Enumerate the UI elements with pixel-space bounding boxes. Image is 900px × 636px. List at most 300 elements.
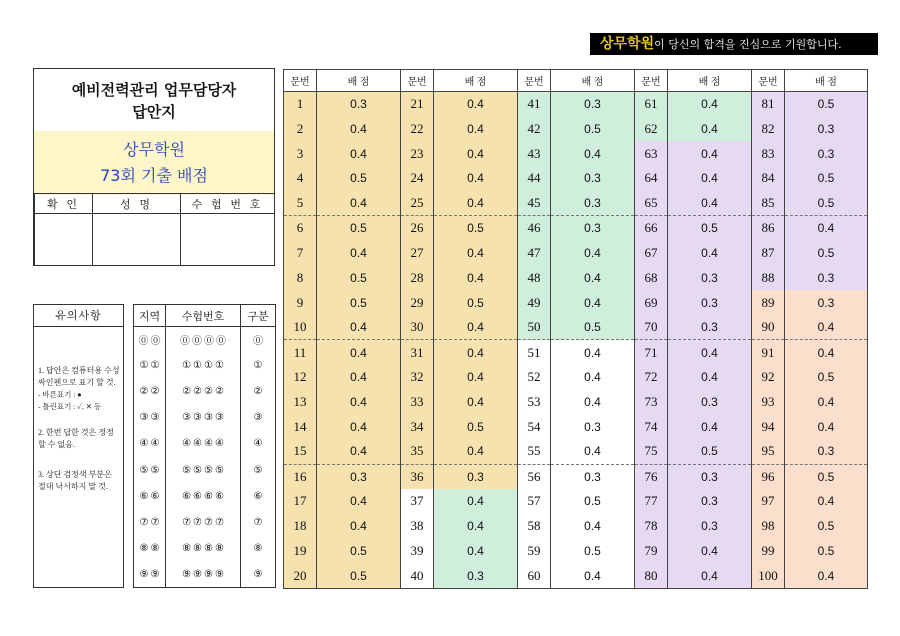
omr-bubble[interactable]: ② — [253, 386, 263, 398]
question-number: 28 — [401, 265, 434, 290]
slogan-banner — [590, 33, 878, 55]
bubble-row — [134, 379, 276, 405]
omr-bubble[interactable]: ⑤ — [182, 464, 192, 476]
table-row — [284, 464, 868, 489]
question-number: 52 — [518, 365, 551, 390]
question-number: 20 — [284, 564, 317, 589]
question-number: 96 — [752, 464, 785, 489]
table-row — [284, 241, 868, 266]
question-score: 0.4 — [317, 340, 401, 365]
question-score: 0.3 — [551, 191, 635, 216]
question-number: 89 — [752, 290, 785, 315]
question-score: 0.4 — [785, 340, 868, 365]
omr-bubble[interactable]: ⑦ — [204, 516, 213, 528]
question-number: 63 — [635, 141, 668, 166]
omr-bubble[interactable]: ④ — [150, 438, 160, 450]
score-header: 배 점 — [668, 70, 752, 92]
question-score: 0.4 — [785, 564, 868, 589]
omr-bubble[interactable]: ③ — [150, 412, 160, 424]
omr-bubble[interactable]: ⓪ — [138, 336, 149, 348]
bubble-row — [134, 535, 276, 561]
question-number: 9 — [284, 290, 317, 315]
question-number: 34 — [401, 414, 434, 439]
question-number: 60 — [518, 564, 551, 589]
name-header: 성 명 — [93, 194, 181, 214]
omr-bubble[interactable]: ⑥ — [253, 490, 263, 502]
name-field[interactable] — [93, 214, 181, 266]
score-header: 배 점 — [551, 70, 635, 92]
question-score: 0.5 — [551, 315, 635, 340]
omr-bubble[interactable]: ⑥ — [193, 490, 202, 502]
question-score: 0.4 — [668, 241, 752, 266]
question-number: 27 — [401, 241, 434, 266]
question-score: 0.5 — [551, 489, 635, 514]
omr-bubble[interactable]: ③ — [193, 412, 202, 424]
omr-bubble[interactable]: ① — [182, 360, 192, 372]
question-score: 0.5 — [551, 116, 635, 141]
bubble-cell — [134, 535, 166, 561]
table-row — [284, 166, 868, 191]
question-score: 0.5 — [668, 439, 752, 464]
bubble-cell — [241, 483, 276, 509]
bubble-cell — [134, 431, 166, 457]
omr-bubble[interactable]: ② — [204, 386, 213, 398]
bubble-cell — [166, 405, 241, 431]
question-score: 0.5 — [551, 539, 635, 564]
question-number: 32 — [401, 365, 434, 390]
omr-bubble[interactable]: ② — [193, 386, 202, 398]
question-number: 53 — [518, 390, 551, 415]
question-number: 75 — [635, 439, 668, 464]
omr-bubble[interactable]: ① — [150, 360, 160, 372]
question-number: 80 — [635, 564, 668, 589]
omr-bubble[interactable]: ⑤ — [193, 464, 202, 476]
bubble-cell — [134, 483, 166, 509]
omr-bubble[interactable]: ③ — [204, 412, 213, 424]
table-row — [284, 191, 868, 216]
omr-bubble[interactable]: ③ — [182, 412, 192, 424]
question-score: 0.3 — [668, 464, 752, 489]
omr-bubble[interactable]: ⑦ — [214, 516, 224, 528]
bubble-cell — [241, 509, 276, 535]
bubble-cell — [166, 327, 241, 353]
omr-bubble[interactable]: ⓪ — [253, 336, 263, 348]
question-number: 57 — [518, 489, 551, 514]
table-row — [284, 340, 868, 365]
question-number: 3 — [284, 141, 317, 166]
question-score: 0.4 — [668, 564, 752, 589]
omr-bubble[interactable]: ⑥ — [182, 490, 192, 502]
omr-bubble[interactable]: ⓪ — [204, 336, 214, 348]
question-score: 0.3 — [551, 216, 635, 241]
notes-header: 유의사항 — [34, 305, 123, 327]
question-score: 0.4 — [434, 539, 518, 564]
question-score: 0.5 — [317, 166, 401, 191]
omr-bubble[interactable]: ⑦ — [182, 516, 192, 528]
question-number: 62 — [635, 116, 668, 141]
question-number: 61 — [635, 92, 668, 117]
question-score: 0.5 — [785, 191, 868, 216]
omr-bubble[interactable]: ⑥ — [214, 490, 224, 502]
score-header: 배 점 — [785, 70, 868, 92]
omr-bubble[interactable]: ⑨ — [193, 568, 202, 580]
question-number: 68 — [635, 265, 668, 290]
omr-bubble[interactable]: ⑨ — [253, 568, 263, 580]
question-number: 91 — [752, 340, 785, 365]
omr-bubble-grid — [133, 304, 276, 588]
table-row — [284, 315, 868, 340]
question-score: 0.4 — [434, 166, 518, 191]
omr-bubble[interactable]: ⑦ — [253, 516, 263, 528]
omr-bubble[interactable]: ⑦ — [150, 516, 160, 528]
question-score: 0.5 — [434, 414, 518, 439]
bubble-row — [134, 431, 276, 457]
question-number: 67 — [635, 241, 668, 266]
question-score: 0.4 — [668, 141, 752, 166]
question-number: 1 — [284, 92, 317, 117]
question-score: 0.4 — [317, 191, 401, 216]
question-score: 0.4 — [668, 116, 752, 141]
omr-bubble[interactable]: ⑨ — [204, 568, 213, 580]
question-number: 26 — [401, 216, 434, 241]
omr-bubble[interactable]: ① — [204, 360, 213, 372]
table-row — [284, 514, 868, 539]
omr-bubble[interactable]: ② — [150, 386, 160, 398]
omr-bubble[interactable]: ③ — [139, 412, 149, 424]
question-number: 40 — [401, 564, 434, 589]
question-number: 33 — [401, 390, 434, 415]
omr-bubble[interactable]: ⑤ — [204, 464, 213, 476]
question-number: 22 — [401, 116, 434, 141]
title-line2: 답안지 — [132, 103, 176, 121]
bubble-row — [134, 457, 276, 483]
notes-box — [33, 304, 124, 588]
question-score: 0.3 — [317, 92, 401, 117]
omr-bubble[interactable]: ④ — [139, 438, 149, 450]
bubble-cell — [166, 457, 241, 483]
question-number: 79 — [635, 539, 668, 564]
omr-bubble[interactable]: ⑧ — [253, 542, 263, 554]
question-score: 0.4 — [434, 92, 518, 117]
omr-bubble[interactable]: ⑧ — [182, 542, 192, 554]
question-score: 0.3 — [668, 290, 752, 315]
question-score: 0.5 — [317, 290, 401, 315]
omr-bubble[interactable]: ⑧ — [214, 542, 224, 554]
title-line1: 예비전력관리 업무담당자 — [71, 81, 237, 99]
question-score: 0.4 — [668, 414, 752, 439]
question-score: 0.4 — [551, 564, 635, 589]
question-score: 0.4 — [785, 489, 868, 514]
question-score: 0.3 — [668, 390, 752, 415]
omr-bubble[interactable]: ⑤ — [214, 464, 224, 476]
bubble-cell — [166, 561, 241, 587]
question-number: 46 — [518, 216, 551, 241]
question-score: 0.4 — [434, 439, 518, 464]
bubble-row — [134, 509, 276, 535]
omr-bubble[interactable]: ⓪ — [150, 336, 161, 348]
question-number: 50 — [518, 315, 551, 340]
question-score: 0.5 — [434, 290, 518, 315]
table-row — [284, 92, 868, 117]
question-score: 0.4 — [434, 265, 518, 290]
omr-bubble[interactable]: ② — [214, 386, 224, 398]
question-score: 0.4 — [434, 489, 518, 514]
note-item-1: 1. 답안은 컴퓨터용 수성 싸인펜으로 표기 할 것. — [38, 366, 120, 387]
question-number: 99 — [752, 539, 785, 564]
question-number: 93 — [752, 390, 785, 415]
question-score: 0.5 — [785, 241, 868, 266]
bubble-cell — [134, 379, 166, 405]
question-score: 0.3 — [551, 166, 635, 191]
question-score: 0.5 — [785, 365, 868, 390]
omr-bubble[interactable]: ⓪ — [216, 336, 226, 348]
question-score: 0.5 — [785, 166, 868, 191]
question-score: 0.5 — [785, 539, 868, 564]
exam-number-field[interactable] — [181, 214, 275, 266]
table-row — [284, 439, 868, 464]
question-number: 71 — [635, 340, 668, 365]
question-score: 0.5 — [317, 265, 401, 290]
omr-bubble[interactable]: ① — [214, 360, 224, 372]
question-number: 48 — [518, 265, 551, 290]
question-number: 81 — [752, 92, 785, 117]
omr-bubble[interactable]: ⑨ — [214, 568, 224, 580]
omr-bubble[interactable]: ⓪ — [180, 336, 190, 348]
note-item-1-wrong: - 틀린표기 : ✓, ✕ 등 — [38, 402, 102, 411]
question-score: 0.4 — [434, 141, 518, 166]
bubble-cell — [134, 353, 166, 379]
table-row — [284, 290, 868, 315]
question-score: 0.4 — [785, 216, 868, 241]
bubble-row — [134, 405, 276, 431]
question-number: 45 — [518, 191, 551, 216]
question-score: 0.3 — [785, 290, 868, 315]
question-score: 0.4 — [317, 315, 401, 340]
score-header: 배 점 — [434, 70, 518, 92]
omr-bubble[interactable]: ⑦ — [139, 516, 149, 528]
question-score: 0.3 — [785, 439, 868, 464]
question-number: 23 — [401, 141, 434, 166]
bubble-cell — [166, 535, 241, 561]
sheet-title — [34, 69, 274, 131]
question-score: 0.3 — [785, 265, 868, 290]
omr-bubble[interactable]: ③ — [214, 412, 224, 424]
bubble-cell — [241, 327, 276, 353]
promo-subtitle: 73회 기출 배점 — [100, 166, 208, 185]
omr-bubble[interactable]: ⑨ — [139, 568, 149, 580]
omr-bubble[interactable]: ⑥ — [150, 490, 160, 502]
question-number: 41 — [518, 92, 551, 117]
question-number: 35 — [401, 439, 434, 464]
question-number: 7 — [284, 241, 317, 266]
question-score: 0.3 — [668, 315, 752, 340]
question-number: 65 — [635, 191, 668, 216]
question-number: 2 — [284, 116, 317, 141]
question-number: 17 — [284, 489, 317, 514]
question-score: 0.5 — [668, 216, 752, 241]
omr-bubble[interactable]: ⑥ — [139, 490, 149, 502]
question-number: 55 — [518, 439, 551, 464]
question-number: 36 — [401, 464, 434, 489]
question-number: 86 — [752, 216, 785, 241]
question-number: 56 — [518, 464, 551, 489]
bubble-row — [134, 561, 276, 587]
bubble-cell — [241, 535, 276, 561]
note-item-2: 2. 한번 답한 것은 정정할 수 없음. — [38, 428, 114, 449]
question-number-header: 문번 — [752, 70, 785, 92]
question-number: 30 — [401, 315, 434, 340]
question-score: 0.4 — [551, 340, 635, 365]
question-number: 16 — [284, 464, 317, 489]
bubble-cell — [134, 457, 166, 483]
question-number: 98 — [752, 514, 785, 539]
question-score: 0.5 — [434, 216, 518, 241]
question-score: 0.4 — [785, 315, 868, 340]
omr-bubble[interactable]: ② — [182, 386, 192, 398]
bubble-row — [134, 353, 276, 379]
question-score: 0.4 — [551, 365, 635, 390]
omr-bubble[interactable]: ⑨ — [182, 568, 192, 580]
omr-bubble[interactable]: ⑨ — [150, 568, 160, 580]
question-score: 0.4 — [317, 439, 401, 464]
question-number: 69 — [635, 290, 668, 315]
omr-bubble[interactable]: ① — [253, 360, 263, 372]
question-score: 0.4 — [434, 365, 518, 390]
table-row — [284, 489, 868, 514]
omr-bubble[interactable]: ④ — [182, 438, 192, 450]
question-score: 0.4 — [434, 315, 518, 340]
omr-bubble[interactable]: ⑤ — [139, 464, 149, 476]
omr-bubble[interactable]: ④ — [204, 438, 213, 450]
omr-bubble[interactable]: ⑦ — [193, 516, 202, 528]
exam-number-header: 수 험 번 호 — [181, 194, 275, 214]
question-score: 0.4 — [668, 340, 752, 365]
table-row — [284, 216, 868, 241]
signature-table — [34, 193, 275, 266]
question-number: 95 — [752, 439, 785, 464]
question-score: 0.4 — [317, 514, 401, 539]
question-score: 0.4 — [317, 390, 401, 415]
omr-bubble[interactable]: ④ — [193, 438, 202, 450]
omr-bubble[interactable]: ④ — [253, 438, 263, 450]
division-header: 구분 — [241, 305, 276, 327]
question-score: 0.5 — [317, 564, 401, 589]
question-score: 0.3 — [785, 116, 868, 141]
question-number-header: 문번 — [518, 70, 551, 92]
question-number: 38 — [401, 514, 434, 539]
omr-bubble[interactable]: ⑧ — [150, 542, 160, 554]
omr-bubble[interactable]: ① — [139, 360, 149, 372]
bubble-cell — [241, 457, 276, 483]
table-row — [284, 265, 868, 290]
question-score: 0.3 — [668, 514, 752, 539]
question-number: 97 — [752, 489, 785, 514]
question-number: 66 — [635, 216, 668, 241]
question-score: 0.4 — [551, 290, 635, 315]
question-number-header: 문번 — [635, 70, 668, 92]
omr-bubble[interactable]: ⑤ — [150, 464, 160, 476]
question-score: 0.4 — [668, 166, 752, 191]
info-box — [33, 68, 275, 266]
omr-bubble[interactable]: ⑧ — [193, 542, 202, 554]
question-number: 58 — [518, 514, 551, 539]
promo-panel — [34, 131, 274, 195]
bubble-cell — [134, 561, 166, 587]
bubble-cell — [166, 353, 241, 379]
bubble-row — [134, 483, 276, 509]
bubble-cell — [241, 561, 276, 587]
omr-bubble[interactable]: ② — [139, 386, 149, 398]
question-number: 84 — [752, 166, 785, 191]
confirm-field[interactable] — [35, 214, 93, 266]
question-number: 83 — [752, 141, 785, 166]
question-number: 21 — [401, 92, 434, 117]
question-score: 0.4 — [434, 340, 518, 365]
bubble-cell — [166, 431, 241, 457]
table-header-row — [284, 70, 868, 92]
question-number: 11 — [284, 340, 317, 365]
table-row — [284, 116, 868, 141]
question-score: 0.5 — [785, 92, 868, 117]
question-number: 85 — [752, 191, 785, 216]
question-number: 94 — [752, 414, 785, 439]
question-score: 0.4 — [434, 390, 518, 415]
question-number: 54 — [518, 414, 551, 439]
question-number: 6 — [284, 216, 317, 241]
question-score: 0.4 — [434, 514, 518, 539]
score-header: 배 점 — [317, 70, 401, 92]
omr-bubble[interactable]: ⓪ — [192, 336, 202, 348]
question-number: 5 — [284, 191, 317, 216]
note-item-1-correct: - 바른표기 : ● — [38, 390, 82, 399]
question-number: 92 — [752, 365, 785, 390]
omr-bubble[interactable]: ⑧ — [204, 542, 213, 554]
bubble-cell — [134, 405, 166, 431]
question-score: 0.4 — [668, 92, 752, 117]
region-header: 지역 — [134, 305, 166, 327]
question-number: 43 — [518, 141, 551, 166]
question-number: 18 — [284, 514, 317, 539]
question-number: 12 — [284, 365, 317, 390]
omr-bubble[interactable]: ⑤ — [253, 464, 263, 476]
omr-bubble[interactable]: ④ — [214, 438, 224, 450]
question-score: 0.3 — [551, 464, 635, 489]
bubble-cell — [134, 327, 166, 353]
question-score: 0.4 — [317, 141, 401, 166]
bubble-cell — [241, 431, 276, 457]
omr-bubble[interactable]: ① — [193, 360, 202, 372]
question-score: 0.5 — [317, 539, 401, 564]
question-number: 73 — [635, 390, 668, 415]
question-number: 49 — [518, 290, 551, 315]
table-row — [284, 414, 868, 439]
question-number: 15 — [284, 439, 317, 464]
table-row — [284, 539, 868, 564]
answer-score-table — [283, 69, 868, 589]
question-score: 0.4 — [551, 241, 635, 266]
question-number: 4 — [284, 166, 317, 191]
bubble-cell — [134, 509, 166, 535]
question-score: 0.4 — [551, 514, 635, 539]
question-score: 0.3 — [551, 92, 635, 117]
omr-bubble[interactable]: ⑥ — [204, 490, 213, 502]
omr-bubble[interactable]: ③ — [253, 412, 263, 424]
bubble-cell — [166, 483, 241, 509]
question-number: 72 — [635, 365, 668, 390]
question-score: 0.4 — [434, 116, 518, 141]
omr-bubble[interactable]: ⑧ — [139, 542, 149, 554]
question-number: 78 — [635, 514, 668, 539]
